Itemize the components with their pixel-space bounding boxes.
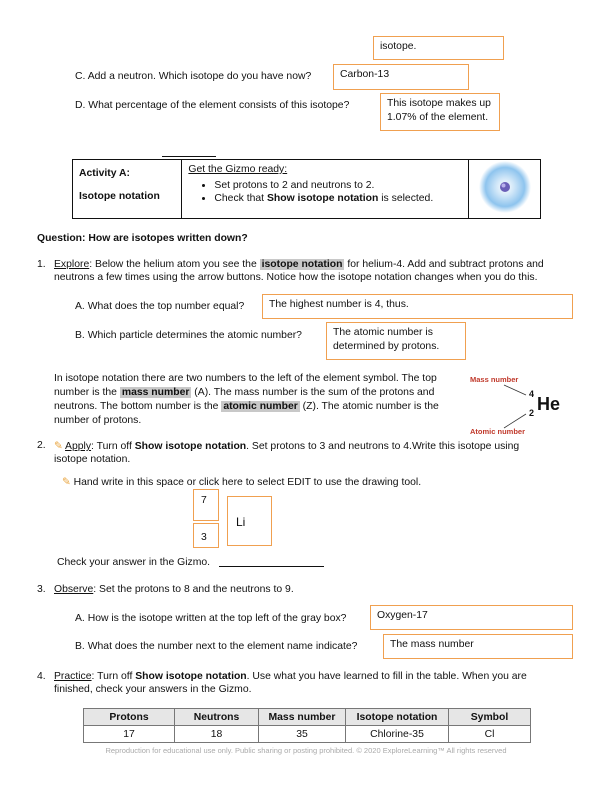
paragraph-text: (Z). The atomic number is the — [299, 401, 439, 412]
atomic-number-value: 2 — [529, 408, 535, 418]
answer-box-3a[interactable] — [370, 605, 573, 630]
question-heading: Question: How are isotopes written down? — [37, 233, 248, 244]
helium-notation-figure — [466, 372, 576, 438]
column-header: Protons — [84, 709, 175, 726]
q1-text-part: : Below the helium atom you see the — [89, 259, 260, 270]
q4-text-part: : Turn off — [91, 671, 136, 682]
activity-table — [72, 159, 541, 219]
element-symbol-input[interactable] — [227, 496, 272, 546]
instruction-text: is selected. — [378, 193, 434, 204]
answer-text: Carbon-13 — [340, 69, 390, 80]
table-row — [84, 726, 531, 743]
activity-title: Activity A: — [79, 168, 130, 179]
q3-text — [54, 584, 294, 595]
q3-number: 3. — [37, 584, 46, 595]
gizmo-ready-label: Get the Gizmo ready: — [188, 164, 288, 175]
answer-text: Oxygen-17 — [377, 610, 428, 621]
paragraph-line: number of protons. — [54, 415, 142, 426]
paragraph-line — [54, 386, 439, 400]
paragraph-text: (A). The mass number is the sum of the protons and — [191, 387, 435, 398]
table-cell[interactable]: 35 — [259, 726, 346, 743]
q4-text-bold: Show isotope notation — [135, 671, 247, 682]
atomic-number-highlight: atomic number — [223, 401, 298, 412]
q2-text-line2: isotope notation. — [54, 454, 131, 465]
activity-instructions — [182, 160, 469, 219]
q2-number: 2. — [37, 440, 46, 451]
table-header-row — [84, 709, 531, 726]
mass-number-input[interactable] — [193, 489, 219, 521]
q1a-label: A. What does the top number equal? — [75, 301, 245, 312]
instruction-item — [214, 179, 462, 192]
instruction-bold: Show isotope notation — [266, 193, 379, 204]
paragraph-line — [54, 400, 439, 414]
isotope-table — [83, 708, 531, 743]
q2-text-part: : Turn off — [91, 441, 135, 452]
question-c-label: C. Add a neutron. Which isotope do you have now? — [75, 71, 312, 82]
atom-image-cell — [469, 160, 541, 219]
answer-box-1b[interactable] — [326, 322, 466, 360]
instruction-list — [188, 179, 462, 205]
pencil-icon: ✎ — [54, 441, 63, 452]
q2-text-part: . Set protons to 3 and neutrons to 4.Write this isotope using — [246, 441, 520, 452]
activity-title-cell — [73, 160, 182, 219]
answer-box-c[interactable] — [333, 64, 469, 90]
q1-number: 1. — [37, 259, 46, 270]
instruction-text: Check that — [214, 193, 267, 204]
column-header: Symbol — [449, 709, 531, 726]
divider-line — [162, 156, 216, 157]
atomic-number-label: Atomic number — [470, 427, 526, 436]
q3-text-part: : Set the protons to 8 and the neutrons to 9. — [93, 584, 294, 595]
answer-text: The highest number is 4, thus. — [269, 299, 409, 310]
activity-subtitle: Isotope notation — [79, 191, 160, 202]
q2-verb: Apply — [65, 441, 92, 452]
table-cell[interactable]: 18 — [175, 726, 259, 743]
table-cell[interactable]: 17 — [84, 726, 175, 743]
answer-box-1a[interactable] — [262, 294, 573, 319]
q4-text-part: . Use what you have learned to fill in the table. When you are — [246, 671, 527, 682]
notation-paragraph — [54, 372, 439, 428]
q4-text-line2: finished, check your answers in the Gizmo. — [54, 684, 252, 695]
copyright-footer: Reproduction for educational use only. Public sharing or posting prohibited. © 2020 ExploreLearning™ All rights reserved — [105, 746, 507, 755]
paragraph-text: neutrons. The bottom number is the — [54, 401, 222, 412]
check-answer-line[interactable] — [219, 566, 324, 567]
column-header: Mass number — [259, 709, 346, 726]
answer-box-top[interactable] — [373, 36, 504, 60]
column-header: Neutrons — [175, 709, 259, 726]
q4-text — [54, 671, 527, 682]
input-value: Li — [236, 515, 246, 529]
answer-box-3b[interactable] — [383, 634, 573, 659]
pencil-icon: ✎ — [62, 477, 71, 488]
paragraph-line: In isotope notation there are two numbers to the left of the element symbol. The top — [54, 373, 437, 384]
answer-box-d[interactable] — [380, 93, 500, 131]
isotope-notation-highlight: isotope notation — [261, 259, 343, 270]
q1b-label: B. Which particle determines the atomic number? — [75, 330, 302, 341]
input-value: 3 — [201, 532, 207, 543]
q1-text-part: for helium-4. Add and subtract protons and — [344, 259, 544, 270]
instruction-text: Set protons to 2 and neutrons to 2. — [214, 180, 375, 191]
q3a-label: A. How is the isotope written at the top left of the gray box? — [75, 613, 347, 624]
paragraph-text: number is the — [54, 387, 120, 398]
q3-verb: Observe — [54, 584, 94, 595]
answer-text: The mass number — [390, 639, 474, 650]
handwrite-instruction[interactable] — [62, 476, 421, 488]
q3b-label: B. What does the number next to the element name indicate? — [75, 641, 358, 652]
element-symbol-he: He — [537, 394, 561, 414]
mass-number-highlight: mass number — [121, 387, 190, 398]
helium-atom-icon — [470, 160, 540, 215]
input-value: 7 — [201, 495, 207, 506]
q1-text-line2: neutrons a few times using the arrow buttons. Notice how the isotope notation changes when you do this. — [54, 272, 538, 283]
column-header: Isotope notation — [346, 709, 449, 726]
instruction-item — [214, 192, 462, 205]
question-d-label: D. What percentage of the element consists of this isotope? — [75, 100, 350, 111]
mass-number-value: 4 — [529, 389, 535, 399]
answer-text: isotope. — [380, 41, 417, 52]
q4-number: 4. — [37, 671, 46, 682]
answer-text: The atomic number is determined by protons. — [333, 327, 440, 352]
q1-verb: Explore — [54, 259, 90, 270]
check-gizmo-text: Check your answer in the Gizmo. — [57, 557, 211, 568]
mass-number-label: Mass number — [470, 375, 519, 384]
handwrite-text: Hand write in this space or click here to select EDIT to use the drawing tool. — [73, 477, 422, 488]
answer-text: This isotope makes up 1.07% of the element. — [387, 98, 491, 123]
q4-verb: Practice — [54, 671, 92, 682]
q2-text-bold: Show isotope notation — [134, 441, 247, 452]
table-cell[interactable]: Cl — [449, 726, 531, 743]
atomic-number-input[interactable] — [193, 523, 219, 548]
q2-text — [54, 440, 519, 452]
table-cell[interactable]: Chlorine-35 — [346, 726, 449, 743]
q1-text — [54, 259, 544, 270]
